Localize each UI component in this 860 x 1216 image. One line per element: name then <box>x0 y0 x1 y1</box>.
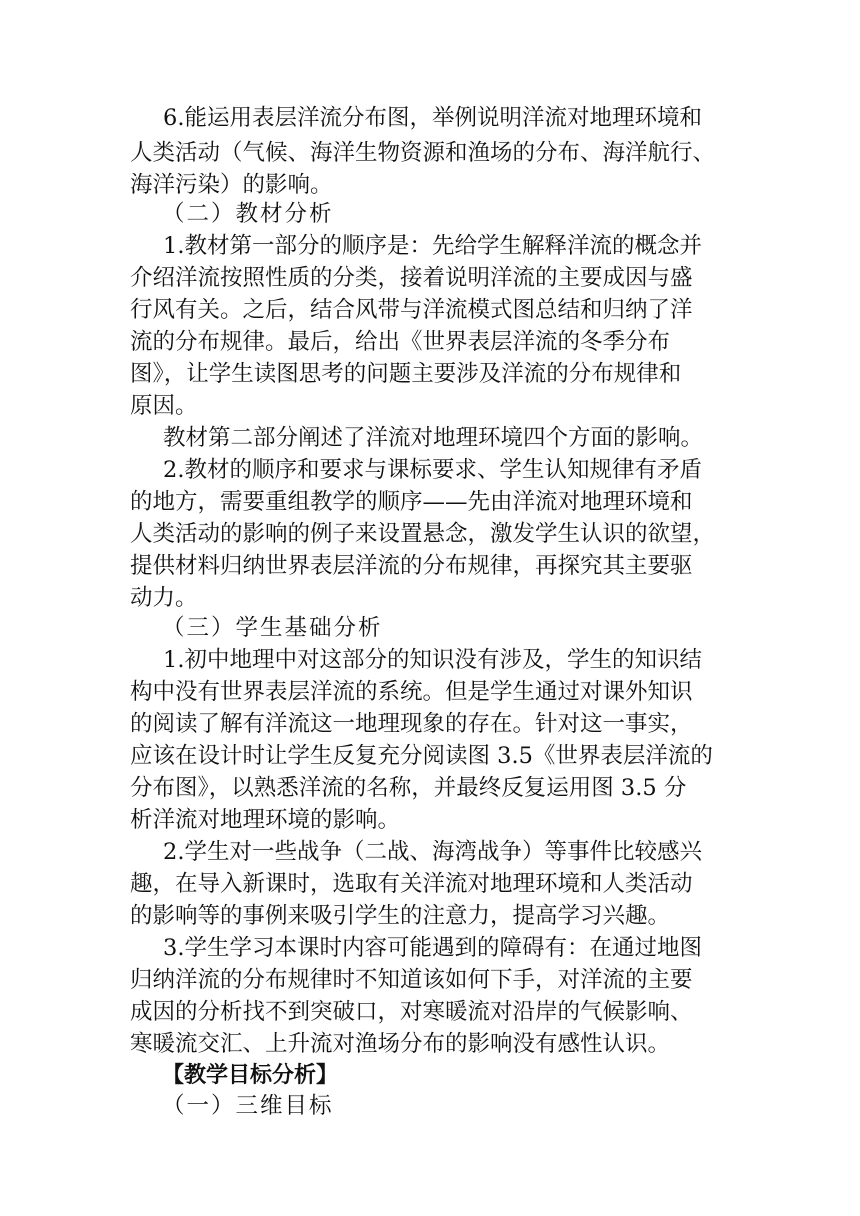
section-heading: （三）学生基础分析 <box>162 615 383 641</box>
paragraph-line: 析洋流对地理环境的影响。 <box>130 807 401 833</box>
section-heading: （一）三维目标 <box>162 1093 334 1119</box>
paragraph-line: 原因。 <box>130 393 198 419</box>
paragraph-line: 分布图》，以熟悉洋流的名称，并最终反复运用图 3.5 分 <box>130 775 687 801</box>
paragraph-line: 的阅读了解有洋流这一地理现象的存在。针对这一事实， <box>130 711 693 737</box>
paragraph-line: 动力。 <box>130 585 198 611</box>
paragraph-line: 流的分布规律。最后，给出《世界表层洋流的冬季分布 <box>130 329 671 355</box>
paragraph-line: 6.能运用表层洋流分布图，举例说明洋流对地理环境和 <box>163 105 702 131</box>
paragraph-line: 寒暖流交汇、上升流对渔场分布的影响没有感性认识。 <box>130 1031 671 1057</box>
paragraph-line: 教材第二部分阐述了洋流对地理环境四个方面的影响。 <box>163 425 704 451</box>
paragraph-line: 海洋污染）的影响。 <box>130 172 333 198</box>
paragraph-line: 图》，让学生读图思考的问题主要涉及洋流的分布规律和 <box>130 361 682 387</box>
paragraph-line: 构中没有世界表层洋流的系统。但是学生通过对课外知识 <box>130 679 693 705</box>
section-heading: （二）教材分析 <box>162 201 334 227</box>
paragraph-line: 介绍洋流按照性质的分类，接着说明洋流的主要成因与盛 <box>130 265 693 291</box>
paragraph-line: 归纳洋流的分布规律时不知道该如何下手，对洋流的主要 <box>130 967 693 993</box>
paragraph-line: 人类活动（气候、海洋生物资源和渔场的分布、海洋航行、 <box>130 140 716 166</box>
paragraph-line: 人类活动的影响的例子来设置悬念，激发学生认识的欲望， <box>130 521 716 547</box>
paragraph-line: 1.教材第一部分的顺序是：先给学生解释洋流的概念并 <box>163 233 702 259</box>
paragraph-line: 1.初中地理中对这部分的知识没有涉及，学生的知识结 <box>163 647 702 673</box>
paragraph-line: 应该在设计时让学生反复充分阅读图 3.5《世界表层洋流的 <box>130 743 713 769</box>
paragraph-line: 3.学生学习本课时内容可能遇到的障碍有：在通过地图 <box>163 935 702 961</box>
paragraph-line: 提供材料归纳世界表层洋流的分布规律，再探究其主要驱 <box>130 553 693 579</box>
paragraph-line: 的地方，需要重组教学的顺序——先由洋流对地理环境和 <box>130 489 693 515</box>
paragraph-line: 2.教材的顺序和要求与课标要求、学生认知规律有矛盾 <box>163 457 702 483</box>
paragraph-line: 趣，在导入新课时，选取有关洋流对地理环境和人类活动 <box>130 871 693 897</box>
paragraph-line: 的影响等的事例来吸引学生的注意力，提高学习兴趣。 <box>130 903 671 929</box>
paragraph-line: 成因的分析找不到突破口，对寒暖流对沿岸的气候影响、 <box>130 999 693 1025</box>
section-title: 【教学目标分析】 <box>162 1063 339 1088</box>
paragraph-line: 2.学生对一些战争（二战、海湾战争）等事件比较感兴 <box>163 839 702 865</box>
paragraph-line: 行风有关。之后，结合风带与洋流模式图总结和归纳了洋 <box>130 297 693 323</box>
